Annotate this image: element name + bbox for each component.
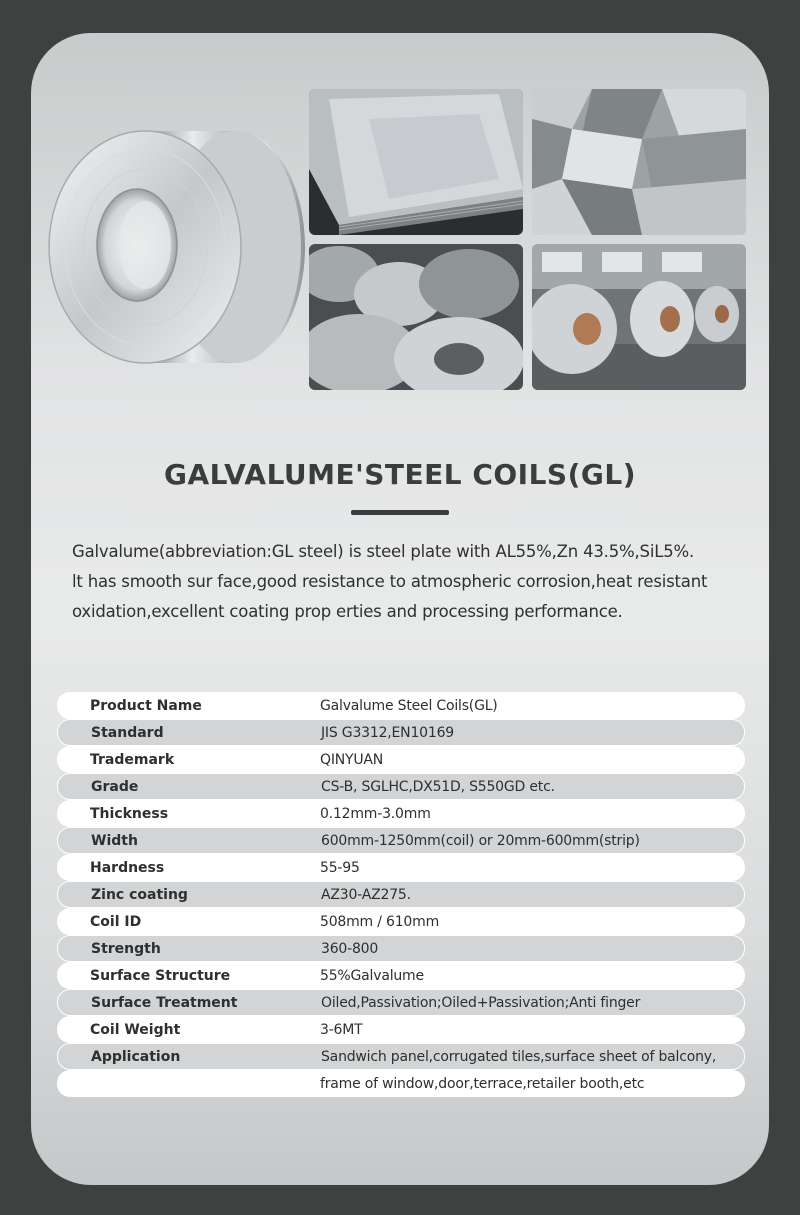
spec-key: Width xyxy=(91,832,138,849)
spec-key: Strength xyxy=(91,940,161,957)
spec-value: JIS G3312,EN10169 xyxy=(321,724,454,741)
spec-key: Coil ID xyxy=(90,913,142,930)
spec-row-grade xyxy=(57,773,745,800)
spec-value: 55%Galvalume xyxy=(320,967,424,984)
description-line: oxidation,excellent coating prop erties and processing performance. xyxy=(72,602,623,621)
spangle-surface-photo xyxy=(532,89,746,235)
description-line: lt has smooth sur face,good resistance to atmospheric corrosion,heat resistant xyxy=(72,572,708,591)
page-title: GALVALUME'STEEL COILS(GL) xyxy=(163,458,637,491)
spec-value: 360-800 xyxy=(321,940,379,957)
spec-key: Thickness xyxy=(90,805,169,822)
spec-value: AZ30-AZ275. xyxy=(321,886,411,903)
steel-coil-image xyxy=(45,125,305,370)
spec-key: Application xyxy=(91,1048,181,1065)
spec-key: Grade xyxy=(91,778,139,795)
spec-value: CS-B, SGLHC,DX51D, S550GD etc. xyxy=(321,778,555,795)
spec-value: Sandwich panel,corrugated tiles,surface sheet of balcony, xyxy=(321,1048,717,1065)
spec-key: Hardness xyxy=(90,859,165,876)
spec-row-application-continued xyxy=(57,1070,745,1097)
spec-row-coil-weight xyxy=(57,1016,745,1043)
spec-value: Galvalume Steel Coils(GL) xyxy=(320,697,498,714)
specification-table xyxy=(57,692,745,1097)
spec-value: 508mm / 610mm xyxy=(320,913,440,930)
spec-row-standard xyxy=(57,719,745,746)
product-card xyxy=(31,33,769,1185)
spec-row-strength xyxy=(57,935,745,962)
spec-key: Surface Treatment xyxy=(91,994,238,1011)
spec-value: 3-6MT xyxy=(320,1021,363,1038)
description-line: Galvalume(abbreviation:GL steel) is steel plate with AL55%,Zn 43.5%,SiL5%. xyxy=(72,542,695,561)
spec-row-width xyxy=(57,827,745,854)
spec-row-product-name xyxy=(57,692,745,719)
spec-key: Standard xyxy=(91,724,164,741)
spec-value: frame of window,door,terrace,retailer booth,etc xyxy=(320,1075,645,1092)
spec-key: Coil Weight xyxy=(90,1021,181,1038)
title-underline xyxy=(351,510,449,515)
spec-key: Trademark xyxy=(90,751,175,768)
steel-sheets-photo xyxy=(309,89,523,235)
spec-value: 0.12mm-3.0mm xyxy=(320,805,431,822)
spec-row-application xyxy=(57,1043,745,1070)
spec-row-zinc-coating xyxy=(57,881,745,908)
factory-coils-photo xyxy=(532,244,746,390)
spec-value: 55-95 xyxy=(320,859,360,876)
spec-row-coil-id xyxy=(57,908,745,935)
spec-key: Zinc coating xyxy=(91,886,188,903)
spec-key: Surface Structure xyxy=(90,967,231,984)
spec-value: QINYUAN xyxy=(320,751,384,768)
product-description xyxy=(72,537,752,627)
spec-row-surface-structure xyxy=(57,962,745,989)
spec-value: 600mm-1250mm(coil) or 20mm-600mm(strip) xyxy=(321,832,640,849)
spec-row-surface-treatment xyxy=(57,989,745,1016)
spec-row-hardness xyxy=(57,854,745,881)
spec-row-thickness xyxy=(57,800,745,827)
coils-row-photo xyxy=(309,244,523,390)
spec-value: Oiled,Passivation;Oiled+Passivation;Anti finger xyxy=(321,994,641,1011)
spec-key: Product Name xyxy=(90,697,202,714)
spec-row-trademark xyxy=(57,746,745,773)
